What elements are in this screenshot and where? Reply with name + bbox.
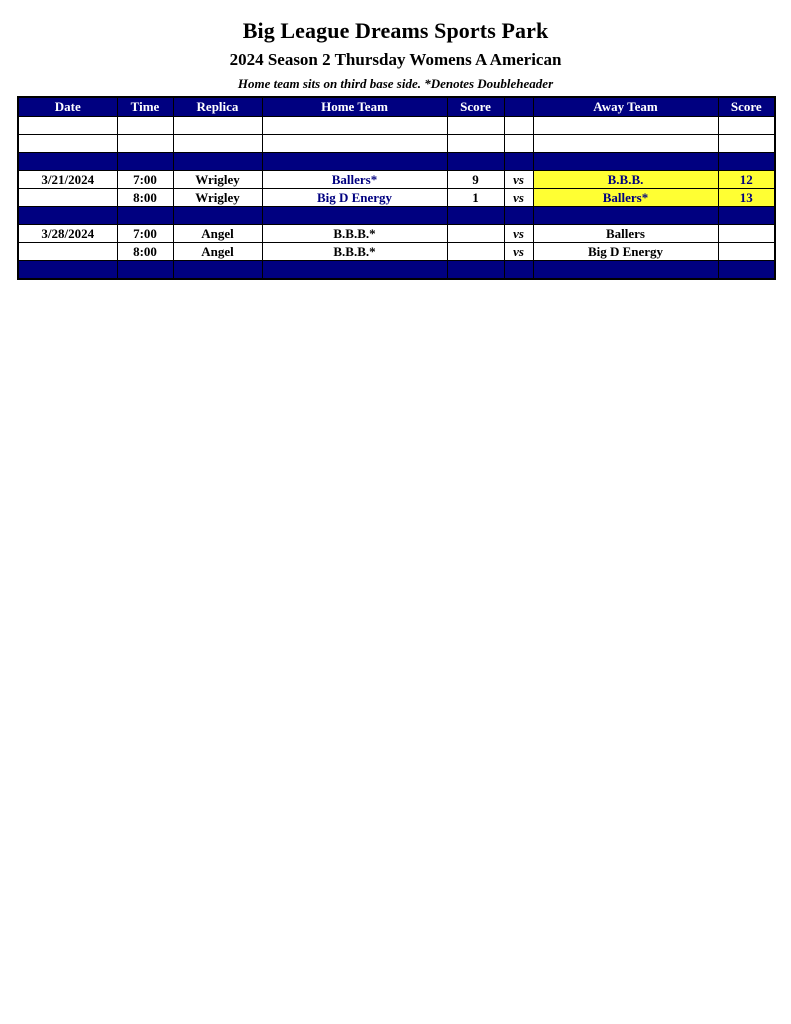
vs-label: vs bbox=[504, 243, 533, 261]
away-team: B.B.B. bbox=[533, 171, 718, 189]
vs-label: vs bbox=[504, 189, 533, 207]
home-team: Ballers* bbox=[262, 171, 447, 189]
game-date bbox=[18, 243, 117, 261]
table-row bbox=[18, 225, 775, 243]
away-score: 12 bbox=[718, 171, 775, 189]
page-subtitle: 2024 Season 2 Thursday Womens A American bbox=[229, 50, 562, 69]
game-time: 7:00 bbox=[117, 225, 173, 243]
home-score bbox=[447, 225, 504, 243]
vs-label: vs bbox=[504, 171, 533, 189]
blank-row bbox=[18, 117, 775, 135]
game-time: 8:00 bbox=[117, 243, 173, 261]
home-team: B.B.B.* bbox=[262, 243, 447, 261]
home-team: B.B.B.* bbox=[262, 225, 447, 243]
away-team: Ballers bbox=[533, 225, 718, 243]
game-replica: Angel bbox=[173, 243, 262, 261]
game-replica: Angel bbox=[173, 225, 262, 243]
home-score: 1 bbox=[447, 189, 504, 207]
separator-row bbox=[18, 261, 775, 280]
game-date: 3/28/2024 bbox=[18, 225, 117, 243]
column-header-vs bbox=[504, 97, 533, 117]
away-team: Ballers* bbox=[533, 189, 718, 207]
away-score bbox=[718, 243, 775, 261]
blank-row bbox=[18, 135, 775, 153]
vs-label: vs bbox=[504, 225, 533, 243]
home-score: 9 bbox=[447, 171, 504, 189]
column-header-home-team: Home Team bbox=[262, 97, 447, 117]
column-header-date: Date bbox=[18, 97, 117, 117]
page-note: Home team sits on third base side. *Denotes Doubleheader bbox=[237, 76, 554, 91]
game-date bbox=[18, 189, 117, 207]
column-header-time: Time bbox=[117, 97, 173, 117]
game-replica: Wrigley bbox=[173, 171, 262, 189]
schedule-table bbox=[17, 96, 776, 280]
separator-row bbox=[18, 153, 775, 171]
table-row bbox=[18, 171, 775, 189]
game-time: 7:00 bbox=[117, 171, 173, 189]
away-score bbox=[718, 225, 775, 243]
table-row bbox=[18, 189, 775, 207]
home-team: Big D Energy bbox=[262, 189, 447, 207]
column-header-away-team: Away Team bbox=[533, 97, 718, 117]
page-title: Big League Dreams Sports Park bbox=[242, 18, 549, 43]
column-header-replica: Replica bbox=[173, 97, 262, 117]
column-header-away-score: Score bbox=[718, 97, 775, 117]
table-row bbox=[18, 243, 775, 261]
game-time: 8:00 bbox=[117, 189, 173, 207]
separator-row bbox=[18, 207, 775, 225]
column-header-home-score: Score bbox=[447, 97, 504, 117]
game-date: 3/21/2024 bbox=[18, 171, 117, 189]
game-replica: Wrigley bbox=[173, 189, 262, 207]
away-team: Big D Energy bbox=[533, 243, 718, 261]
table-header-row bbox=[18, 97, 775, 117]
away-score: 13 bbox=[718, 189, 775, 207]
home-score bbox=[447, 243, 504, 261]
